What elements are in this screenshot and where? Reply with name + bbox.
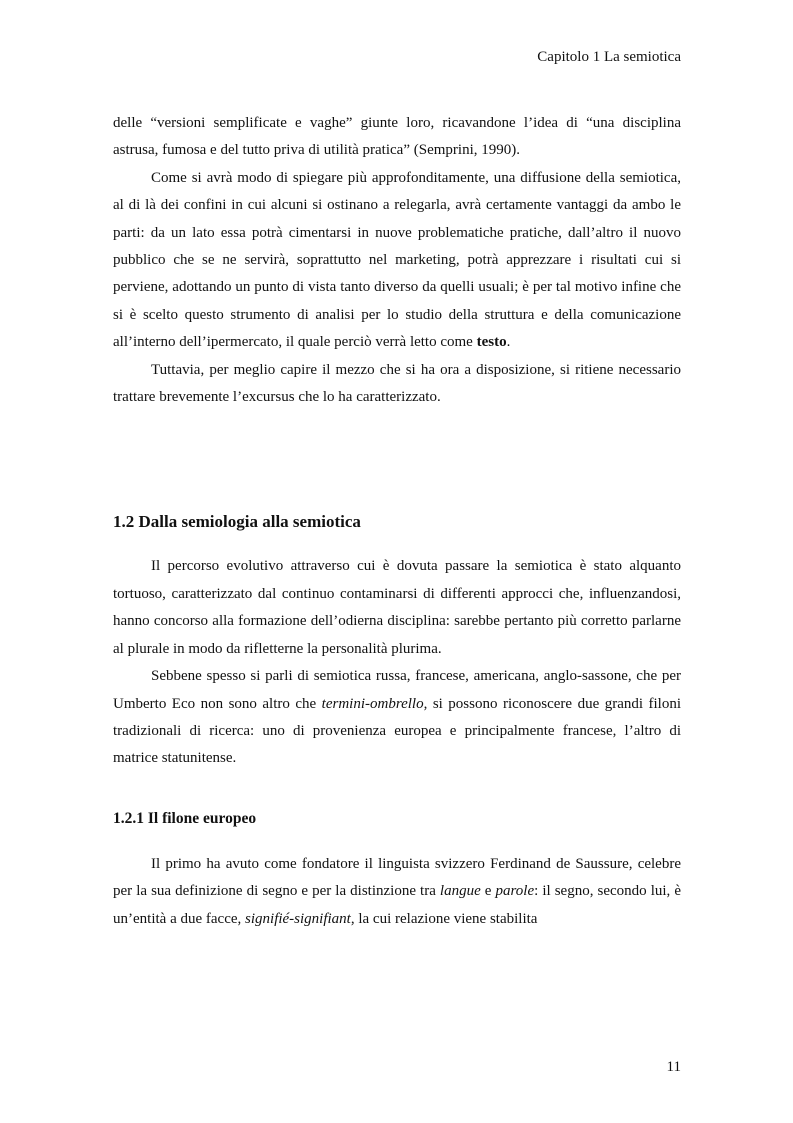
emphasis-italic: signifié-signifiant — [245, 910, 351, 927]
page-number: 11 — [666, 1059, 681, 1075]
body-paragraph: Il percorso evolutivo attraverso cui è dovuta passare la semiotica è stato alquanto tortuoso, caratterizzato dal continuo contaminarsi di differenti approcci che, influenzandosi, hanno concorso alla formazione dell’odierna disciplina: sarebbe pertanto più corretto parlarne al plurale in modo da rifletterne la personalità plurima. — [113, 558, 681, 657]
running-header: Capitolo 1 La semiotica — [537, 49, 681, 65]
emphasis-italic: parole — [495, 883, 535, 900]
section-heading: 1.2 Dalla semiologia alla semiotica — [113, 512, 361, 532]
emphasis-italic: termini-ombrello — [321, 695, 424, 712]
body-paragraph: Sebbene spesso si parli di semiotica russa, francese, americana, anglo-sassone, che per Umberto Eco non sono altro che termini-ombrello, si possono riconoscere due grandi filoni tradizionali di ricerca: uno di provenienza europea e principalmente francese, l’altro di matrice statunitense. — [113, 668, 682, 767]
body-paragraph: Come si avrà modo di spiegare più approfonditamente, una diffusione della semiotica, al di là dei confini in cui alcuni si ostinano a relegarla, avrà certamente vantaggi da ambo le parti: da un lato essa potrà cimentarsi in nuove problematiche pratiche, dall’altro il nuovo pubblico che se ne servirà, soprattutto nel marketing, potrà apprezzare i risultati cui si perviene, adottando un punto di vista tanto diverso da quelli usuali; è per tal motivo infine che si è scelto questo strumento di analisi per lo studio della struttura e della comunicazione all’interno dell’ipermercato, il quale perciò verrà letto come testo. — [113, 169, 681, 351]
subsection-heading: 1.2.1 Il filone europeo — [113, 809, 257, 827]
page-body — [113, 110, 681, 933]
body-paragraph: Tuttavia, per meglio capire il mezzo che si ha ora a disposizione, si ritiene necessario trattare brevemente l’excursus che lo ha caratterizzato. — [113, 361, 681, 406]
emphasis-bold: testo — [476, 334, 507, 351]
body-paragraph: delle “versioni semplificate e vaghe” giunte loro, ricavandone l’idea di “una disciplina astrusa, fumosa e del tutto priva di utilità pratica” (Semprini, 1990). — [113, 115, 681, 159]
emphasis-italic: langue — [439, 883, 481, 900]
body-paragraph: Il primo ha avuto come fondatore il linguista svizzero Ferdinand de Saussure, celebre per la sua definizione di segno e per la distinzione tra langue e parole: il segno, secondo lui, è un’entità a due facce, signifié-signifiant, la cui relazione viene stabilita — [113, 855, 681, 927]
